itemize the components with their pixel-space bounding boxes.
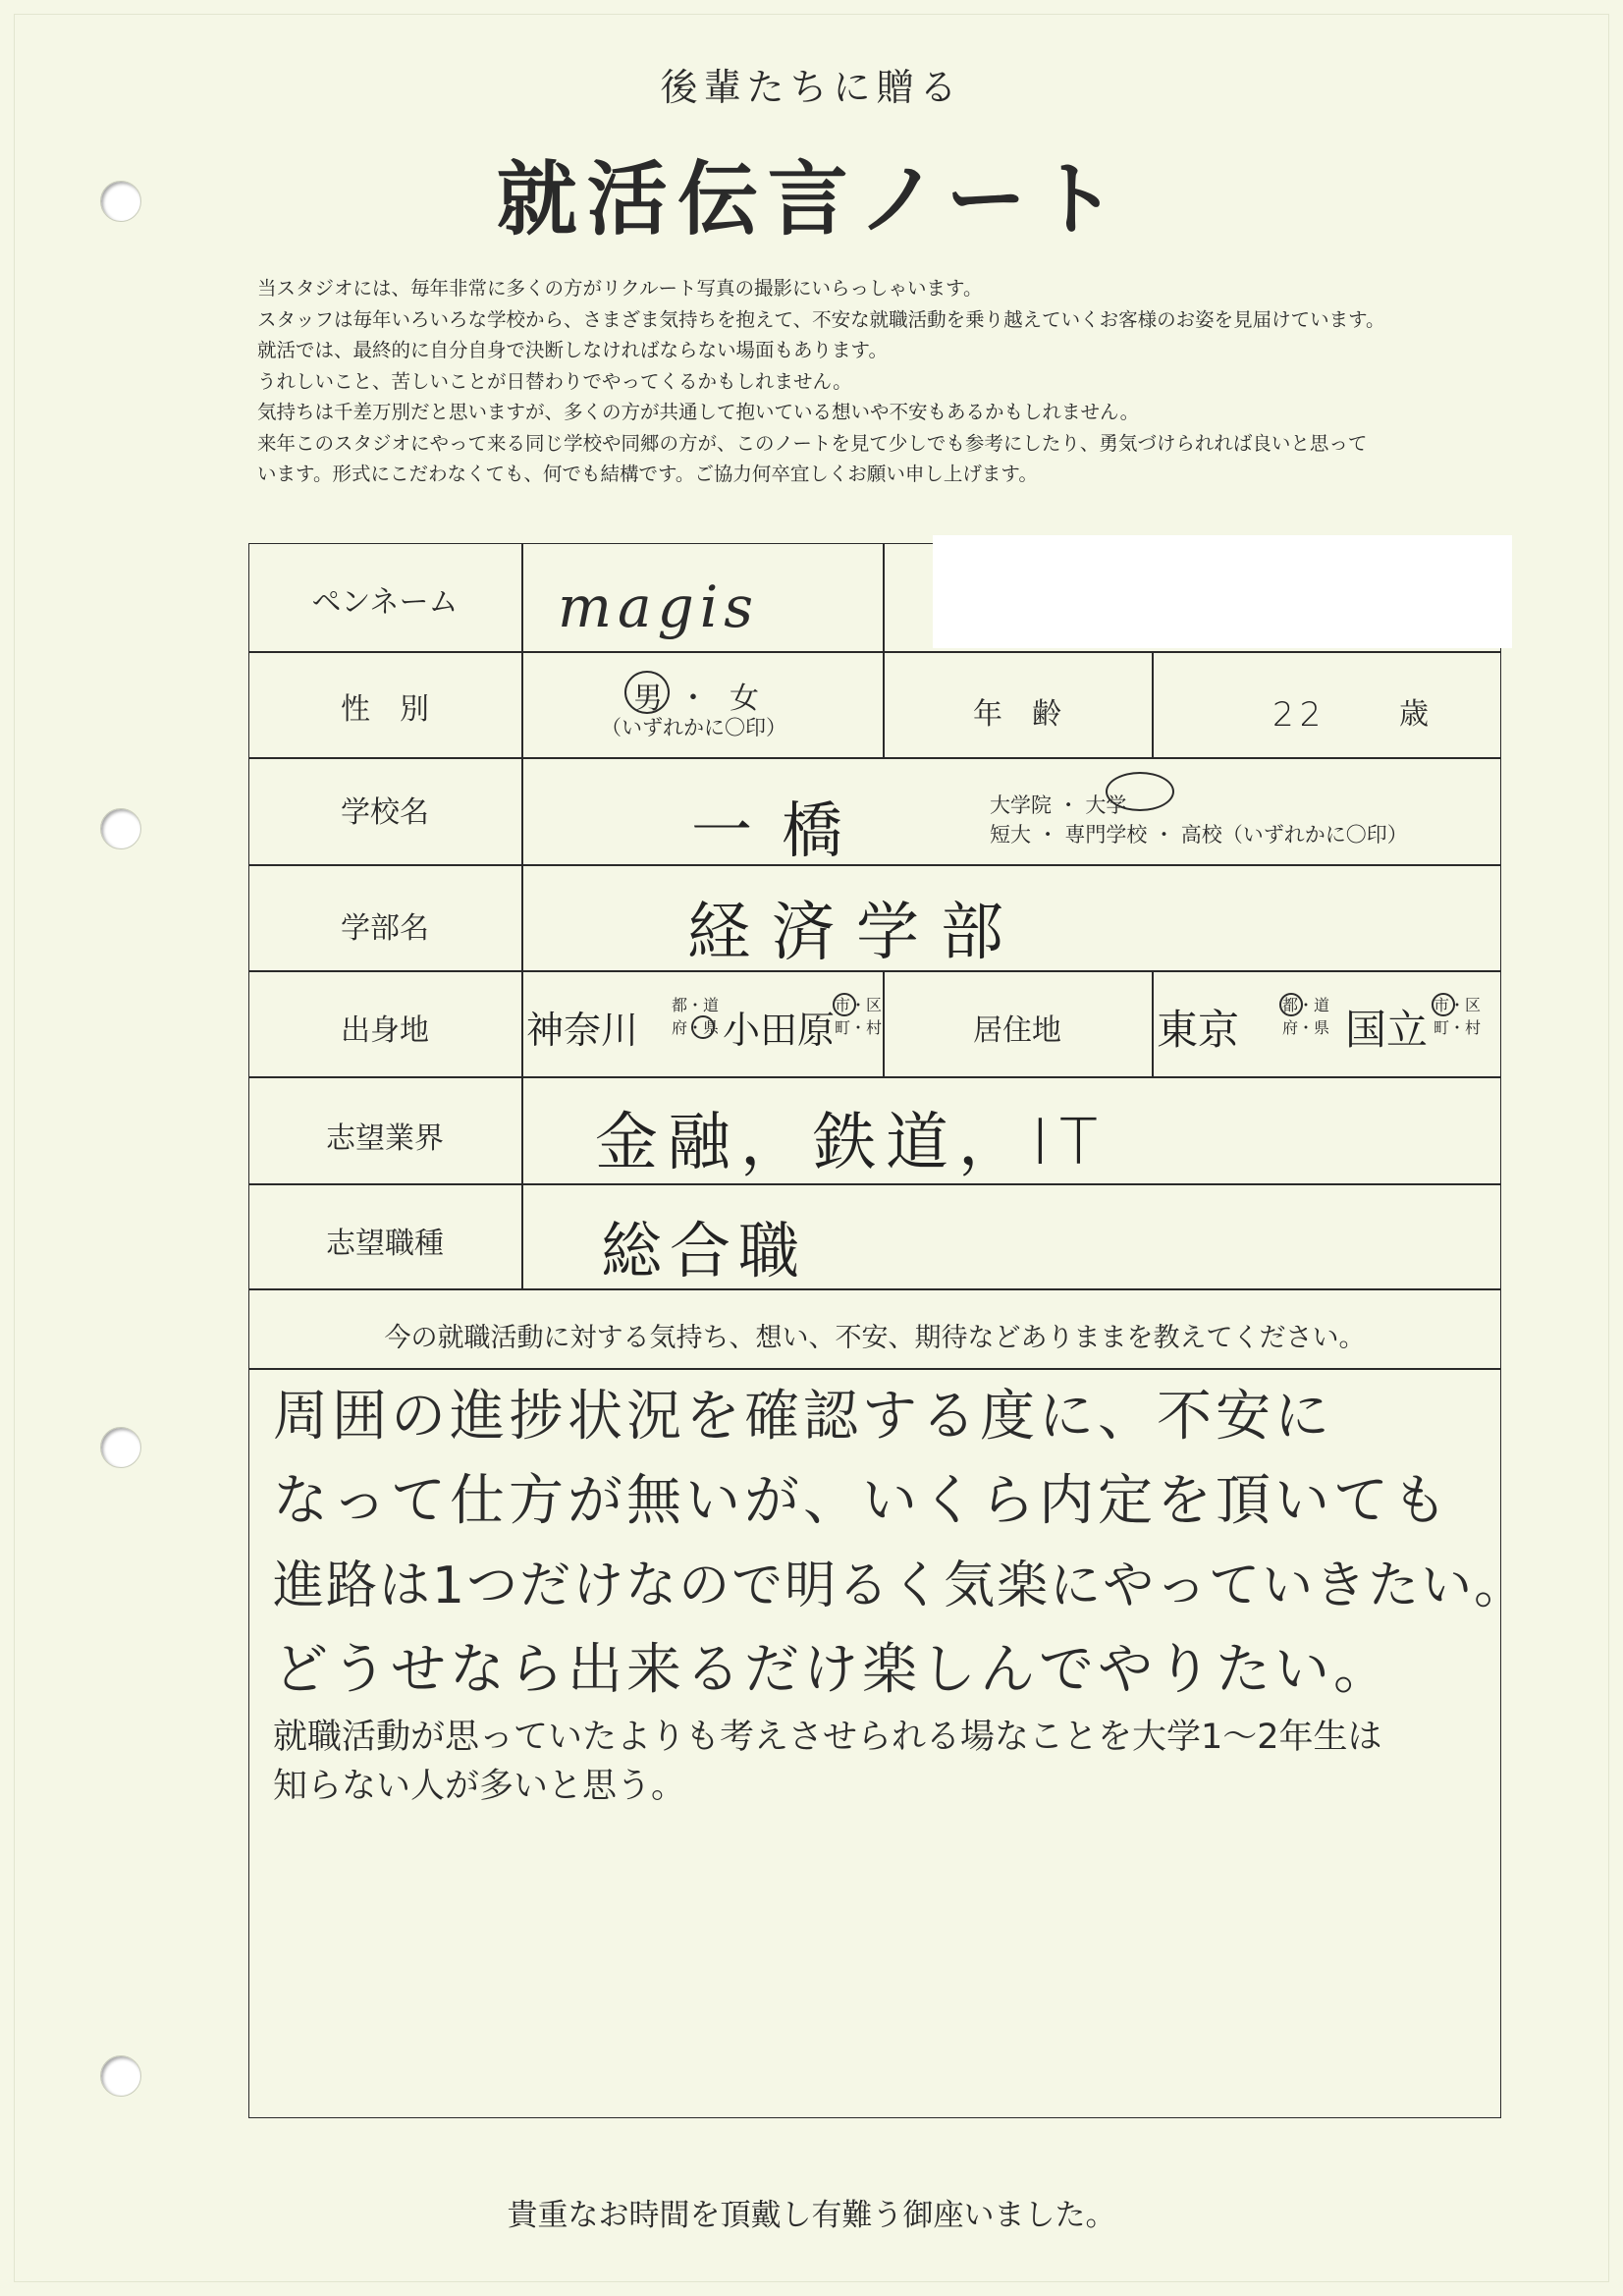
- faculty-value: 経済学部: [687, 897, 1025, 969]
- intro-line: います。形式にこだわなくても、何でも結構です。ご協力何卒宜しくお願い申し上げます。: [257, 463, 1038, 485]
- pen-name-value: magis: [558, 574, 760, 640]
- hometown-label: 出身地: [341, 1013, 429, 1048]
- school-label: 学校名: [341, 795, 429, 830]
- school-value: 一橋: [691, 794, 873, 866]
- page-title: 就活伝言ノート: [496, 153, 1127, 246]
- hometown-city-suffix-1: 市・区: [835, 996, 883, 1014]
- intro-line: 気持ちは千差万別だと思いますが、多くの方が共通して抱いている想いや不安もあるかもしれません。: [257, 401, 1140, 423]
- pen-name-label: ペンネーム: [311, 585, 459, 620]
- job-type-value: 総合職: [601, 1215, 808, 1286]
- redaction-block: [933, 535, 1512, 648]
- answer-line: 進路は1つだけなので明るく気楽にやっていきたい。: [273, 1557, 1528, 1615]
- answer-line: なって仕方が無いが、いくら内定を頂いても: [273, 1469, 1451, 1533]
- residence-city-suffix-1: 市・区: [1434, 996, 1482, 1014]
- school-type-line2: 短大 ・ 専門学校 ・ 高校（いずれかに〇印）: [990, 823, 1408, 847]
- footer-thanks: 貴重なお時間を頂戴し有難う御座いました。: [507, 2198, 1116, 2233]
- answer-line: どうせなら出来るだけ楽しんでやりたい。: [273, 1638, 1392, 1702]
- gender-dot: ・: [678, 682, 708, 716]
- residence-pref-suffix-1: 都・道: [1282, 996, 1330, 1014]
- hometown-pref-suffix-2: 府・県: [672, 1018, 720, 1037]
- answer-line: 就職活動が思っていたよりも考えさせられる場なことを大学1～2年生は: [273, 1718, 1382, 1757]
- row-divider: [248, 864, 1501, 866]
- hometown-pref: 神奈川: [526, 1009, 639, 1052]
- residence-pref-suffix-2: 府・県: [1282, 1018, 1330, 1037]
- intro-line: スタッフは毎年いろいろな学校から、さまざま気持ちを抱えて、不安な就職活動を乗り越えていくお客様のお姿を見届けています。: [257, 307, 1385, 331]
- residence-city-suffix-2: 町・村: [1434, 1018, 1482, 1037]
- intro-text: [257, 273, 1593, 490]
- intro-line: 来年このスタジオにやって来る同じ学校や同郷の方が、このノートを見て少しでも参考にしたり、勇気づけられれば良いと思って: [257, 431, 1368, 455]
- hometown-pref-circle-mark: [691, 1015, 715, 1039]
- age-value: 22: [1272, 695, 1327, 735]
- intro-line: 当スタジオには、毎年非常に多くの方がリクルート写真の撮影にいらっしゃいます。: [257, 277, 983, 300]
- residence-city-circle-mark: [1432, 993, 1455, 1016]
- answer-line: 知らない人が多いと思う。: [273, 1767, 686, 1806]
- row-divider: [248, 1288, 1501, 1290]
- row-divider: [248, 651, 1501, 653]
- age-label: 年 齢: [973, 697, 1061, 732]
- gender-label: 性 別: [341, 692, 429, 727]
- intro-line: 就活では、最終的に自分自身で決断しなければならない場面もあります。: [257, 339, 888, 361]
- intro-line: うれしいこと、苦しいことが日替わりでやってくるかもしれません。: [257, 369, 852, 393]
- faculty-label: 学部名: [341, 911, 429, 946]
- column-divider: [1152, 970, 1154, 1076]
- hometown-city: 小田原: [723, 1009, 836, 1052]
- punch-hole-3: [100, 1427, 141, 1468]
- gender-note: （いずれかに〇印）: [601, 716, 786, 739]
- handwritten-answer: [273, 1375, 1528, 1811]
- row-divider: [248, 1076, 1501, 1078]
- school-type-line1: 大学院 ・ 大学: [990, 793, 1127, 817]
- residence-city: 国立: [1345, 1006, 1429, 1054]
- answer-line: 周囲の進捗状況を確認する度に、不安に: [273, 1385, 1333, 1449]
- residence-pref-circle-mark: [1279, 993, 1303, 1016]
- residence-pref: 東京: [1157, 1006, 1240, 1054]
- punch-hole-4: [100, 2055, 141, 2097]
- row-divider: [248, 1368, 1501, 1370]
- job-type-label: 志望職種: [326, 1227, 444, 1261]
- answer-prompt: 今の就職活動に対する気持ち、想い、不安、期待などありままを教えてください。: [384, 1323, 1366, 1353]
- hometown-city-suffix-2: 町・村: [835, 1018, 883, 1037]
- row-divider: [248, 757, 1501, 759]
- residence-label: 居住地: [973, 1013, 1061, 1048]
- row-divider: [248, 1183, 1501, 1185]
- gender-male: 男: [633, 682, 663, 716]
- age-unit: 歳: [1399, 697, 1429, 732]
- industry-value: 金融，鉄道，IT: [595, 1107, 1108, 1179]
- page-subtitle: 後輩たちに贈る: [660, 66, 963, 109]
- hometown-pref-suffix-1: 都・道: [672, 996, 720, 1014]
- hometown-city-circle-mark: [833, 993, 856, 1016]
- punch-hole-2: [100, 808, 141, 849]
- label-column-divider: [521, 543, 523, 1288]
- column-divider: [1152, 651, 1154, 757]
- industry-label: 志望業界: [326, 1121, 444, 1156]
- gender-female: 女: [730, 682, 759, 716]
